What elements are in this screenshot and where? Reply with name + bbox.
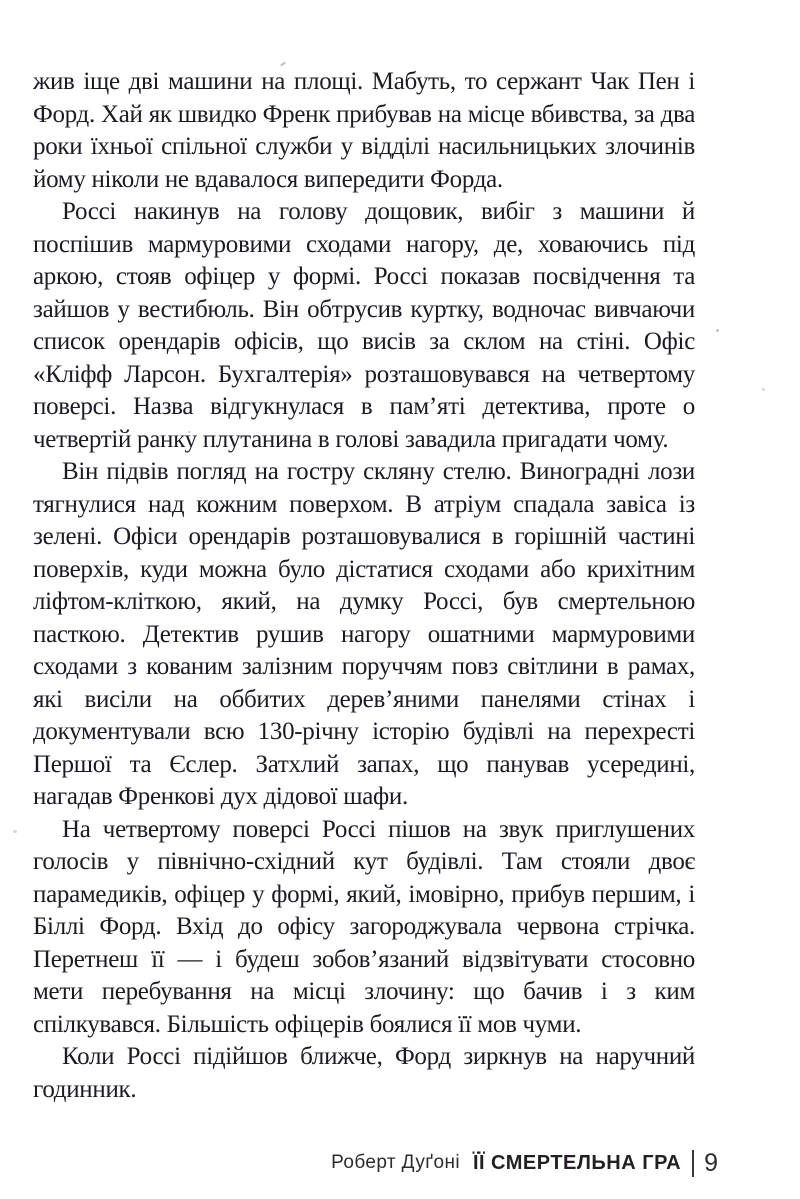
paragraph: Коли Россі підійшов ближче, Форд зиркнув на наручний годинник. bbox=[33, 1043, 695, 1103]
scan-speck bbox=[188, 431, 191, 433]
scan-speck bbox=[13, 830, 17, 833]
scan-speck bbox=[716, 329, 719, 332]
scan-speck bbox=[560, 508, 563, 510]
footer-author: Роберт Дуґоні bbox=[331, 1152, 460, 1173]
footer-divider-rule bbox=[692, 1150, 694, 1177]
scan-speck bbox=[762, 388, 765, 391]
paragraph: Він підвів погляд на гостру скляну стелю. Виноградні лози тягнулися над кожним поверхом. В атріум спадала завіса із зелені. Офіси орендарів розташовувалися в горішній частині поверхів, куди можна було дістатися сходами або крихітним ліфтом-кліткою, який, на думку Россі, був смертельною пасткою. Детектив рушив нагору ошатними мармуровими сходами з кованим залізним поруччям повз світлини в рамах, які висіли на оббитих дерев’яними панелями стінах і документували всю 130-річну історію будівлі на перехресті Першої та Єслер. Затхлий запах, що панував усередині, нагадав Френкові дух дідової шафи. bbox=[33, 458, 695, 810]
page-footer bbox=[331, 1146, 718, 1180]
footer-page-number: 9 bbox=[704, 1148, 718, 1177]
page-text bbox=[33, 66, 695, 1106]
paragraph: Россі накинув на голову дощовик, вибіг з машини й поспішив мармуровими сходами нагору, де, ховаючись під аркою, стояв офіцер у формі. Россі показав посвідчення та зайшов у вестибюль. Він обтрусив куртку, водночас вивчаючи список орендарів офісів, що висів за склом на стіні. Офіс «Кліфф Ларсон. Бухгалтерія» розташовувався на четвертому поверсі. Назва відгукнулася в пам’яті детектива, проте о четвертій ранку плутанина в голові завадила пригадати чому. bbox=[33, 198, 695, 453]
paragraph: жив іще дві машини на площі. Мабуть, то сержант Чак Пен і Форд. Хай як швидко Френк прибував на місце вбивства, за два роки їхньої спільної служби у відділі насильницьких злочинів йому ніколи не вдавалося випередити Форда. bbox=[33, 68, 695, 193]
paragraph: На четвертому поверсі Россі пішов на звук приглушених голосів у північно-східний кут будівлі. Там стояли двоє парамедиків, офіцер у формі, який, імовірно, прибув першим, і Біллі Форд. Вхід до офісу загороджувала червона стрічка. Перетнеш її — і будеш зобов’язаний відзвітувати стосовно мети перебування на місці злочину: що бачив і з ким спілкувався. Більшість офіцерів боялися її мов чуми. bbox=[33, 815, 695, 1038]
footer-book-title: ЇЇ СМЕРТЕЛЬНА ГРА bbox=[472, 1151, 682, 1174]
